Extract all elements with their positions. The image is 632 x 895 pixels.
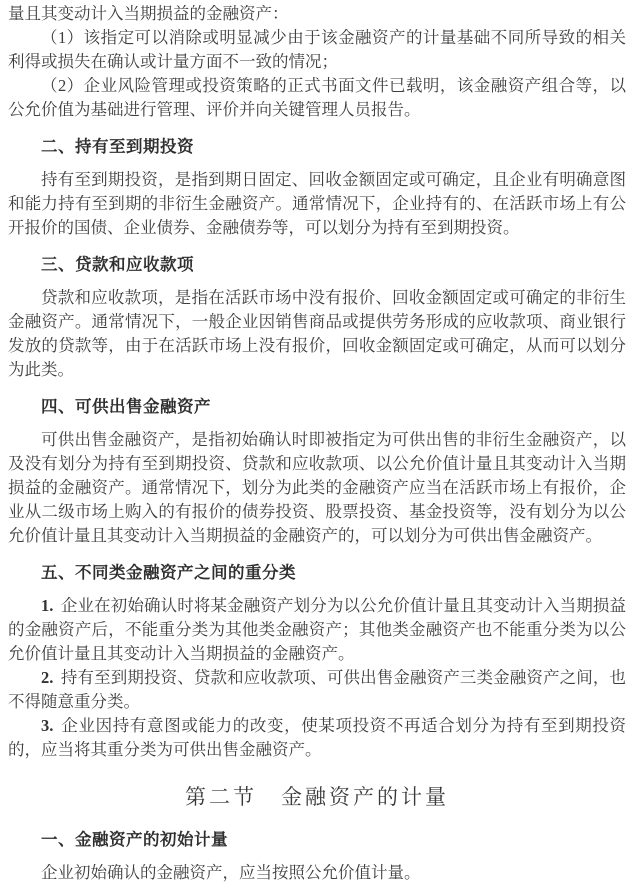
item-text-1: 企业在初始确认时将某金融资产划分为以公允价值计量且其变动计入当期损益的金融资产后，不能重分类为其他类金融资产；其他类金融资产也不能重分类为以公允价值计量且其变动计入当期损益的金融资产。 — [8, 596, 626, 663]
subsection-heading-initial-measurement: 一、金融资产的初始计量 — [41, 831, 228, 849]
condition-item-2: （2）企业风险管理或投资策略的正式书面文件已载明，该金融资产组合等，以公允价值为基础进行管理、评价并向关键管理人员报告。 — [8, 76, 626, 119]
reclassification-item-1 — [8, 594, 626, 666]
item-number-3: 3. — [41, 716, 54, 735]
section-paragraph-available-for-sale: 可供出售金融资产，是指初始确认时即被指定为可供出售的非衍生金融资产，以及没有划分为持有至到期投资、贷款和应收款项、以公允价值计量且其变动计入当期损益的金融资产。通常情况下，划分为此类的金融资产应当在活跃市场上有报价，企业从二级市场上购入的有报价的债券投资、股票投资、基金投资等，没有划分为以公允价值计量且其变动计入当期损益的金融资产的，可以划分为可供出售金融资产。 — [8, 430, 626, 545]
section-paragraph-held-to-maturity: 持有至到期投资，是指到期日固定、回收金额固定或可确定，且企业有明确意图和能力持有至到期的非衍生金融资产。通常情况下，企业持有的、在活跃市场上有公开报价的国债、企业债券、金融债券等，可以划分为持有至到期投资。 — [8, 170, 626, 237]
section-paragraph-loans-receivables: 贷款和应收款项，是指在活跃市场中没有报价、回收金额固定或可确定的非衍生金融资产。通常情况下，一般企业因销售商品或提供劳务形成的应收款项、商业银行发放的贷款等，由于在活跃市场上没有报价，回收金额固定或可确定，从而可以划分为此类。 — [8, 288, 626, 379]
chapter-heading: 第二节 金融资产的计量 — [185, 785, 449, 809]
section-heading-loans-receivables: 三、贷款和应收款项 — [41, 256, 194, 274]
section-heading-reclassification: 五、不同类金融资产之间的重分类 — [41, 564, 296, 582]
subsection-paragraph-initial-measurement: 企业初始确认的金融资产，应当按照公允价值计量。 — [41, 863, 421, 882]
reclassification-item-2 — [8, 666, 626, 714]
item-text-2: 持有至到期投资、贷款和应收款项、可供出售金融资产三类金融资产之间，也不得随意重分类。 — [8, 668, 626, 711]
reclassification-item-3 — [8, 714, 626, 762]
leading-paragraph: 量且其变动计入当期损益的金融资产： — [8, 4, 289, 23]
item-number-2: 2. — [41, 668, 54, 687]
condition-item-1: （1）该指定可以消除或明显减少由于该金融资产的计量基础不同所导致的相关利得或损失在确认或计量方面不一致的情况； — [8, 28, 626, 71]
item-text-3: 企业因持有意图或能力的改变，使某项投资不再适合划分为持有至到期投资的，应当将其重分类为可供出售金融资产。 — [8, 716, 626, 759]
item-number-1: 1. — [41, 596, 54, 615]
section-heading-held-to-maturity: 二、持有至到期投资 — [41, 138, 194, 156]
section-heading-available-for-sale: 四、可供出售金融资产 — [41, 398, 211, 416]
